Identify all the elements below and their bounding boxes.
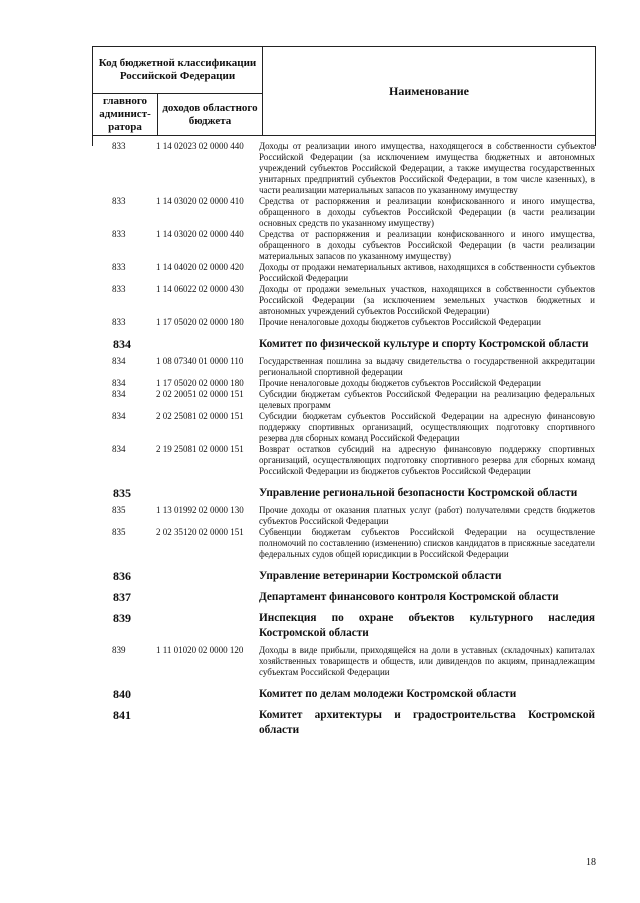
header-name: Наименование: [263, 47, 596, 136]
admin-code: 833: [112, 317, 126, 327]
budget-code: 1 14 04020 02 0000 420: [156, 262, 244, 272]
section-row: [0, 337, 640, 352]
item-name: Субвенции бюджетам субъектов Российской Федерации на осуществление полномочий по составлению (изменению) списков кандидатов в присяжные заседатели федеральных судов общей юрисдикции в Российской Федерации: [259, 527, 595, 559]
admin-code: 837: [113, 590, 131, 604]
table-row: [0, 284, 640, 317]
table-row: [0, 196, 640, 229]
item-name: Субсидии бюджетам субъектов Российской Федерации на адресную финансовую поддержку спортивных организаций, осуществляющих подготовку спортивного резерва для сборных команд Российской Федерации: [259, 411, 595, 443]
section-title: Департамент финансового контроля Костромской области: [259, 591, 559, 603]
table-row: [0, 317, 640, 328]
table-row: [0, 389, 640, 411]
admin-code: 833: [112, 229, 126, 239]
budget-code: 2 02 35120 02 0000 151: [156, 527, 244, 537]
budget-code: 1 14 02023 02 0000 440: [156, 141, 244, 151]
item-name: Прочие неналоговые доходы бюджетов субъектов Российской Федерации: [259, 317, 541, 327]
admin-code: 834: [112, 444, 126, 454]
budget-code: 1 14 03020 02 0000 410: [156, 196, 244, 206]
header-code-group: Код бюджетной классификации Российской Федерации: [93, 47, 263, 94]
table-row: [0, 645, 640, 678]
budget-code: 1 17 05020 02 0000 180: [156, 317, 244, 327]
item-name: Возврат остатков субсидий на адресную финансовую поддержку спортивных организаций, осуществляющих подготовку спортивного резерва для сборных команд Российской Федерации из бюджетов субъектов Российской Федерации: [259, 444, 595, 476]
admin-code: 834: [112, 389, 126, 399]
budget-code: 2 02 20051 02 0000 151: [156, 389, 244, 399]
admin-code: 833: [112, 262, 126, 272]
item-name: Доходы от продажи земельных участков, находящихся в собственности субъектов Российской Федерации (за исключением земельных участков бюджетных и автономных учреждений субъектов Российской Федерации): [259, 284, 595, 316]
budget-code: 1 14 06022 02 0000 430: [156, 284, 244, 294]
section-row: [0, 611, 640, 641]
admin-code: 834: [113, 337, 131, 351]
table-row: [0, 411, 640, 444]
header-income: доходов областного бюджета: [158, 94, 263, 136]
item-name: Субсидии бюджетам субъектов Российской Федерации на реализацию федеральных целевых программ: [259, 389, 595, 410]
item-name: Прочие неналоговые доходы бюджетов субъектов Российской Федерации: [259, 378, 541, 388]
admin-code: 834: [112, 356, 126, 366]
section-title: Комитет архитектуры и градостроительства Костромской области: [259, 709, 595, 736]
section-row: [0, 569, 640, 584]
section-title: Управление региональной безопасности Костромской области: [259, 487, 578, 499]
section-row: [0, 687, 640, 702]
item-name: Государственная пошлина за выдачу свидетельства о государственной аккредитации региональной спортивной федерации: [259, 356, 595, 377]
admin-code: 839: [112, 645, 126, 655]
section-title: Управление ветеринарии Костромской области: [259, 570, 502, 582]
table-row: [0, 262, 640, 284]
budget-code: 1 11 01020 02 0000 120: [156, 645, 244, 655]
section-row: [0, 708, 640, 738]
table-row: [0, 229, 640, 262]
section-row: [0, 590, 640, 605]
admin-code: 840: [113, 687, 131, 701]
header-admin: главного админист-ратора: [93, 94, 158, 136]
section-title: Комитет по делам молодежи Костромской области: [259, 688, 517, 700]
admin-code: 836: [113, 569, 131, 583]
table-row: [0, 356, 640, 378]
item-name: Прочие доходы от оказания платных услуг (работ) получателями средств бюджетов субъектов Российской Федерации: [259, 505, 595, 526]
table-header: [92, 46, 596, 136]
item-name: Доходы в виде прибыли, приходящейся на доли в уставных (складочных) капиталах хозяйственных товариществ и обществ, или дивидендов по акциям, принадлежащим субъектам Российской Федерации: [259, 645, 595, 677]
admin-code: 835: [112, 527, 126, 537]
budget-code: 1 13 01992 02 0000 130: [156, 505, 244, 515]
budget-code: 1 17 05020 02 0000 180: [156, 378, 244, 388]
budget-code: 1 08 07340 01 0000 110: [156, 356, 244, 366]
admin-code: 834: [112, 411, 126, 421]
item-name: Средства от распоряжения и реализации конфискованного и иного имущества, обращенного в доходы субъектов Российской Федерации (в части реализации основных средств по указанному имуществу): [259, 196, 595, 228]
budget-code: 2 02 25081 02 0000 151: [156, 411, 244, 421]
admin-code: 835: [112, 505, 126, 515]
section-title: Инспекция по охране объектов культурного наследия Костромской области: [259, 612, 595, 639]
admin-code: 833: [112, 284, 126, 294]
admin-code: 833: [112, 196, 126, 206]
budget-code: 1 14 03020 02 0000 440: [156, 229, 244, 239]
admin-code: 835: [113, 486, 131, 500]
section-row: [0, 486, 640, 501]
table-row: [0, 444, 640, 477]
admin-code: 834: [112, 378, 126, 388]
table-row: [0, 505, 640, 527]
item-name: Доходы от реализации иного имущества, находящегося в собственности субъектов Российской Федерации (за исключением имущества бюджетных и автономных учреждений субъектов Российской Федерации, а также имущества государственных унитарных предприятий субъектов Российской Федерации, в том числе казенных), в части реализации материальных запасов по указанному имуществу: [259, 141, 595, 195]
item-name: Средства от распоряжения и реализации конфискованного и иного имущества, обращенного в доходы субъектов Российской Федерации (в части реализации материальных запасов по указанному имуществу): [259, 229, 595, 261]
budget-code: 2 19 25081 02 0000 151: [156, 444, 244, 454]
table-body: [0, 141, 640, 738]
admin-code: 839: [113, 611, 131, 625]
section-title: Комитет по физической культуре и спорту Костромской области: [259, 338, 589, 350]
page-number: 18: [586, 857, 596, 868]
admin-code: 833: [112, 141, 126, 151]
table-row: [0, 527, 640, 560]
item-name: Доходы от продажи нематериальных активов, находящихся в собственности субъектов Российской Федерации: [259, 262, 595, 283]
table-row: [0, 141, 640, 196]
admin-code: 841: [113, 708, 131, 722]
table-row: [0, 378, 640, 389]
